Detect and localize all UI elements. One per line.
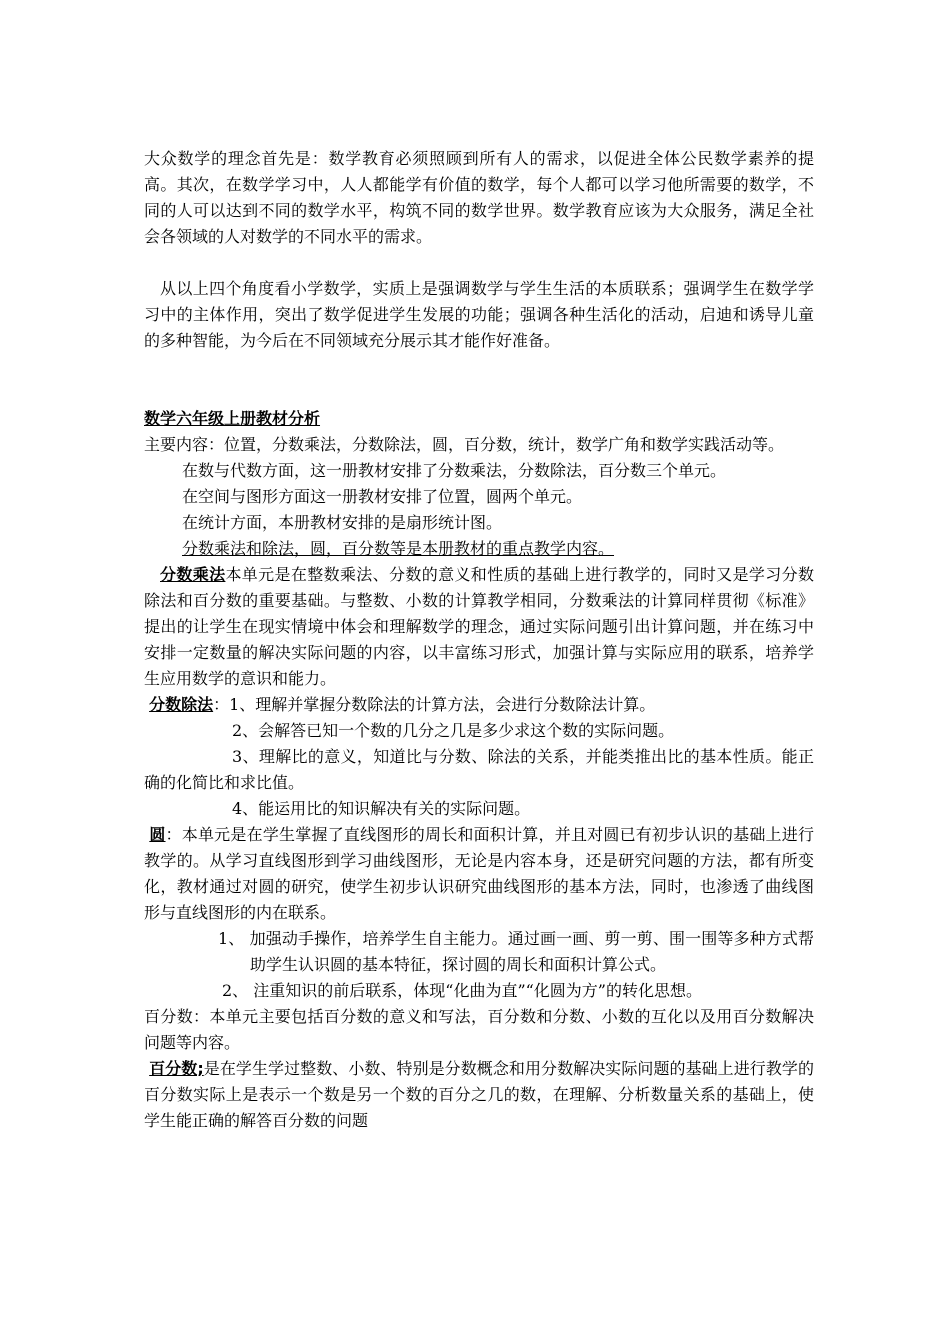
mult-text: 本单元是在整数乘法、分数的意义和性质的基础上进行教学的，同时又是学习分数除法和百分数的重要基础。与整数、小数的计算教学相同，分数乘法的计算同样贯彻《标准》提出的让学生在现实情境中体会和理解数学的理念，通过实际问题引出计算问题，并在练习中安排一定数量的解决实际问题的内容，以丰富练习形式，加强计算与实际应用的联系，培养学生应用数学的意识和能力。	[144, 565, 814, 688]
mult-paragraph	[144, 562, 814, 692]
circle-paragraph: 圆：本单元是在学生掌握了直线图形的周长和面积计算，并且对圆已有初步认识的基础上进行教学的。从学习直线图形到学习曲线图形，无论是内容本身，还是研究问题的方法，都有所变化，教材通过对圆的研究，使学生初步认识研究曲线图形的基本方法，同时，也渗透了曲线图形与直线图形的内在联系。	[144, 825, 814, 922]
circle-label: 圆	[149, 825, 166, 844]
percent-label: 百分数;	[149, 1059, 204, 1078]
document-body	[144, 146, 814, 1134]
algebra-line: 在数与代数方面，这一册教材安排了分数乘法，分数除法，百分数三个单元。	[182, 461, 727, 480]
statistics-line: 在统计方面，本册教材安排的是扇形统计图。	[182, 513, 503, 532]
div-item-2: 2、会解答已知一个数的几分之几是多少求这个数的实际问题。	[232, 721, 675, 740]
div-item-3: 3、理解比的意义，知道比与分数、除法的关系，并能类推出比的基本性质。能正确的化简比和求比值。	[144, 747, 814, 792]
mult-label: 分数乘法	[160, 565, 226, 584]
geometry-line: 在空间与图形方面这一册教材安排了位置，圆两个单元。	[182, 487, 583, 506]
percent-paragraph-2: 百分数;是在学生学过整数、小数、特别是分数概念和用分数解决实际问题的基础上进行教学的百分数实际上是表示一个数是另一个数的百分之几的数，在理解、分析数量关系的基础上，使学生能正确的解答百分数的问题	[144, 1059, 814, 1130]
div-item-1: 分数除法：1、理解并掌握分数除法的计算方法，会进行分数除法计算。	[149, 695, 656, 714]
paragraph-mass-math: 大众数学的理念首先是：数学教育必须照顾到所有人的需求，以促进全体公民数学素养的提高。其次，在数学学习中，人人都能学有价值的数学，每个人都可以学习他所需要的数学，不同的人可以达到不同的数学水平，构筑不同的数学世界。数学教育应该为大众服务，满足全社会各领域的人对数学的不同水平的需求。	[144, 149, 814, 246]
key-content-line: 分数乘法和除法，圆，百分数等是本册教材的重点教学内容。	[182, 539, 615, 558]
percent-paragraph-1: 百分数：本单元主要包括百分数的意义和写法，百分数和分数、小数的互化以及用百分数解决问题等内容。	[144, 1007, 814, 1052]
div-label: 分数除法	[149, 695, 214, 714]
spacer	[144, 354, 814, 406]
spacer	[144, 250, 814, 276]
div-item-4: 4、能运用比的知识解决有关的实际问题。	[232, 799, 531, 818]
paragraph-summary: 从以上四个角度看小学数学，实质上是强调数学与学生生活的本质联系；强调学生在数学学习中的主体作用，突出了数学促进学生发展的功能；强调各种生活化的活动，启迪和诱导儿童的多种智能，为今后在不同领域充分展示其才能作好准备。	[144, 279, 814, 350]
circle-item-1: 1、 加强动手操作，培养学生自主能力。通过画一画、剪一剪、围一围等多种方式帮助学生认识圆的基本特征，探讨圆的周长和面积计算公式。	[218, 929, 814, 974]
main-content-line: 主要内容：位置，分数乘法，分数除法，圆，百分数，统计，数学广角和数学实践活动等。	[144, 435, 785, 454]
circle-item-2: 2、 注重知识的前后联系，体现“化曲为直”“化圆为方”的转化思想。	[222, 981, 702, 1000]
section-title: 数学六年级上册教材分析	[144, 409, 321, 428]
